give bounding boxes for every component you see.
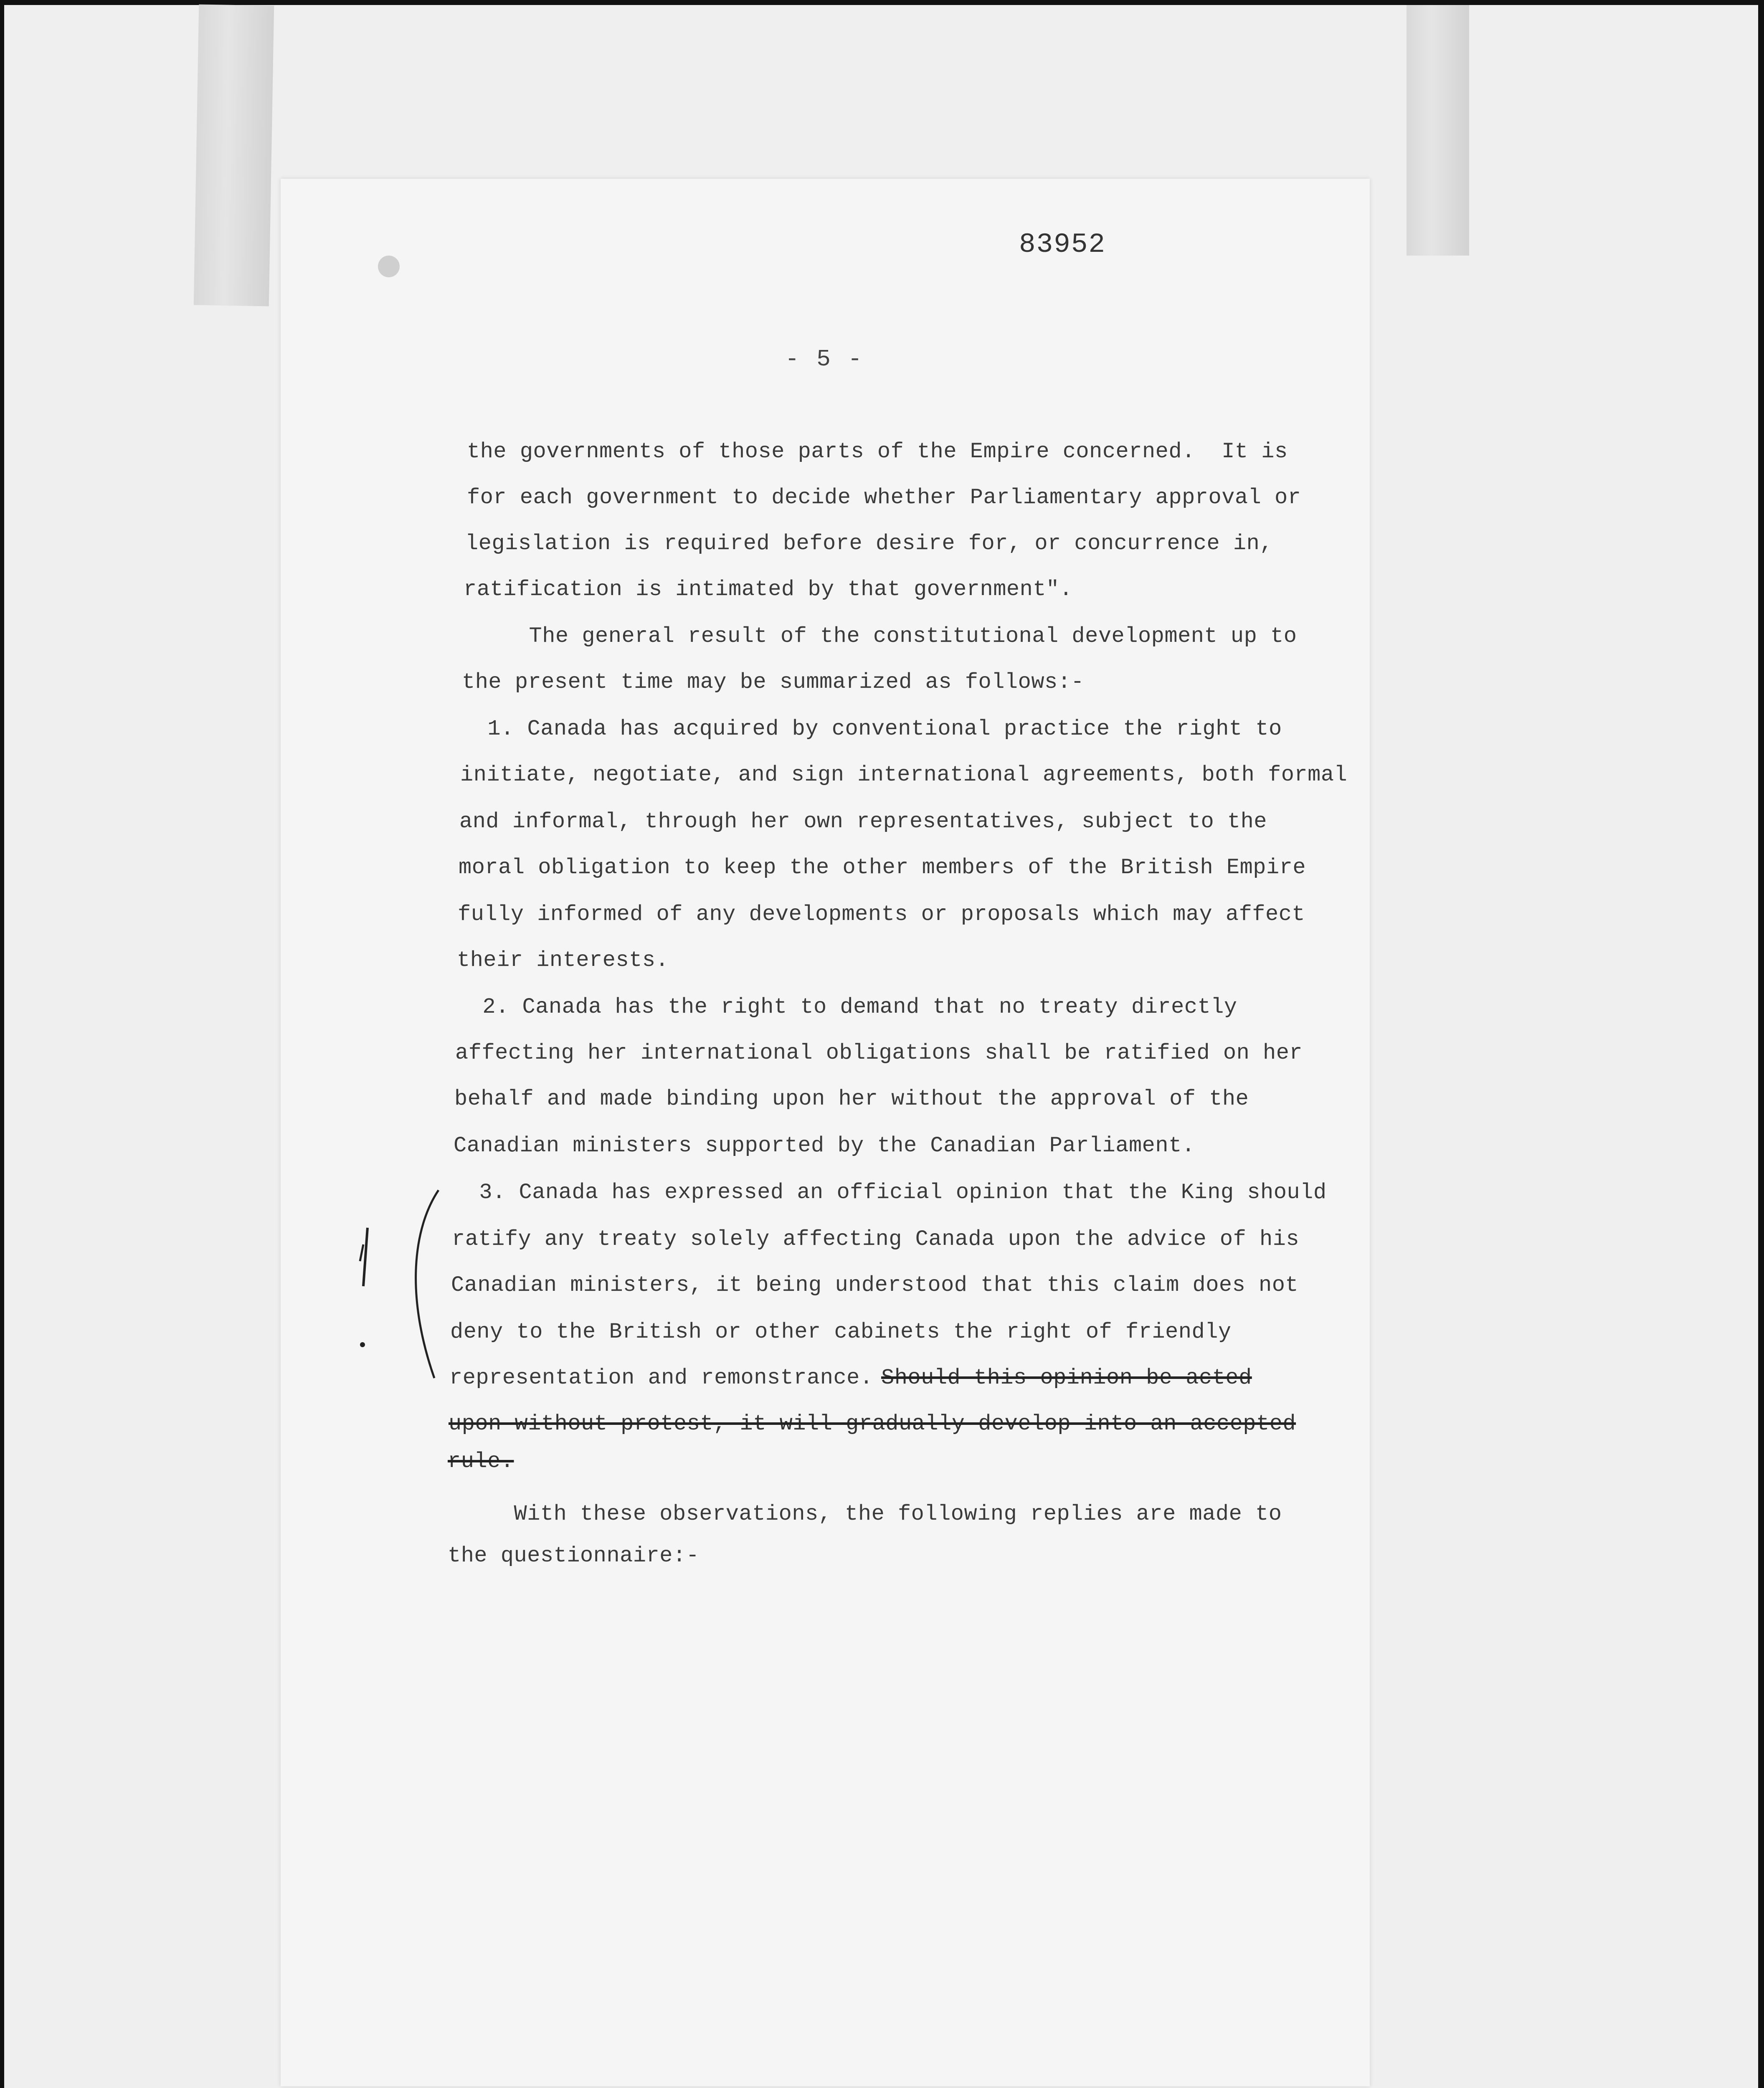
text-line: behalf and made binding upon her without the approval of the bbox=[454, 1087, 1249, 1111]
text-line: ratify any treaty solely affecting Canada upon the advice of his bbox=[452, 1227, 1300, 1252]
text-line: 1. Canada has acquired by conventional practice the right to bbox=[461, 717, 1282, 741]
text-line: ratification is intimated by that government". bbox=[464, 577, 1073, 602]
page-number: - 5 - bbox=[785, 346, 864, 372]
punch-hole bbox=[378, 256, 400, 277]
text-line: The general result of the constitutional development up to bbox=[463, 624, 1297, 649]
text-line: the questionnaire:- bbox=[448, 1543, 700, 1568]
text-line: affecting her international obligations shall be ratified on her bbox=[455, 1041, 1303, 1065]
text-line: legislation is required before desire for, or concurrence in, bbox=[465, 531, 1273, 556]
text-line: deny to the British or other cabinets the right of friendly bbox=[450, 1320, 1232, 1344]
text-line: the present time may be summarized as follows:- bbox=[462, 670, 1085, 694]
text-line: Canadian ministers, it being understood that this claim does not bbox=[451, 1273, 1299, 1297]
text-line: moral obligation to keep the other members of the British Empire bbox=[459, 855, 1306, 880]
document-sheet bbox=[281, 179, 1370, 2086]
struck-out-text: upon without protest, it will gradually develop into an accepted bbox=[449, 1411, 1296, 1436]
mounting-tape-top-left bbox=[194, 4, 274, 306]
text-line: 2. Canada has the right to demand that no treaty directly bbox=[456, 995, 1237, 1019]
film-border-right bbox=[1758, 0, 1764, 2088]
text-line: Canadian ministers supported by the Canadian Parliament. bbox=[454, 1133, 1195, 1158]
text-line: With these observations, the following replies are made to bbox=[448, 1502, 1282, 1526]
text-line: the governments of those parts of the Empire concerned. It is bbox=[467, 439, 1288, 464]
text-line: 3. Canada has expressed an official opinion that the King should bbox=[453, 1180, 1327, 1205]
text-line: representation and remonstrance. bbox=[449, 1366, 873, 1390]
text-line: their interests. bbox=[457, 948, 669, 973]
film-border-left bbox=[0, 0, 4, 2088]
text-line: for each government to decide whether Parliamentary approval or bbox=[467, 485, 1301, 510]
text-line: initiate, negotiate, and sign international agreements, both formal bbox=[460, 763, 1348, 787]
reference-number: 83952 bbox=[1019, 229, 1106, 260]
handwritten-margin-bracket bbox=[351, 1178, 443, 1395]
text-line: and informal, through her own representatives, subject to the bbox=[459, 809, 1267, 834]
struck-out-text: rule. bbox=[448, 1449, 514, 1474]
mounting-tape-top-right bbox=[1407, 5, 1469, 256]
text-line: fully informed of any developments or proposals which may affect bbox=[458, 902, 1305, 927]
struck-out-text: Should this opinion be acted bbox=[881, 1366, 1252, 1390]
film-border-top bbox=[0, 0, 1764, 5]
